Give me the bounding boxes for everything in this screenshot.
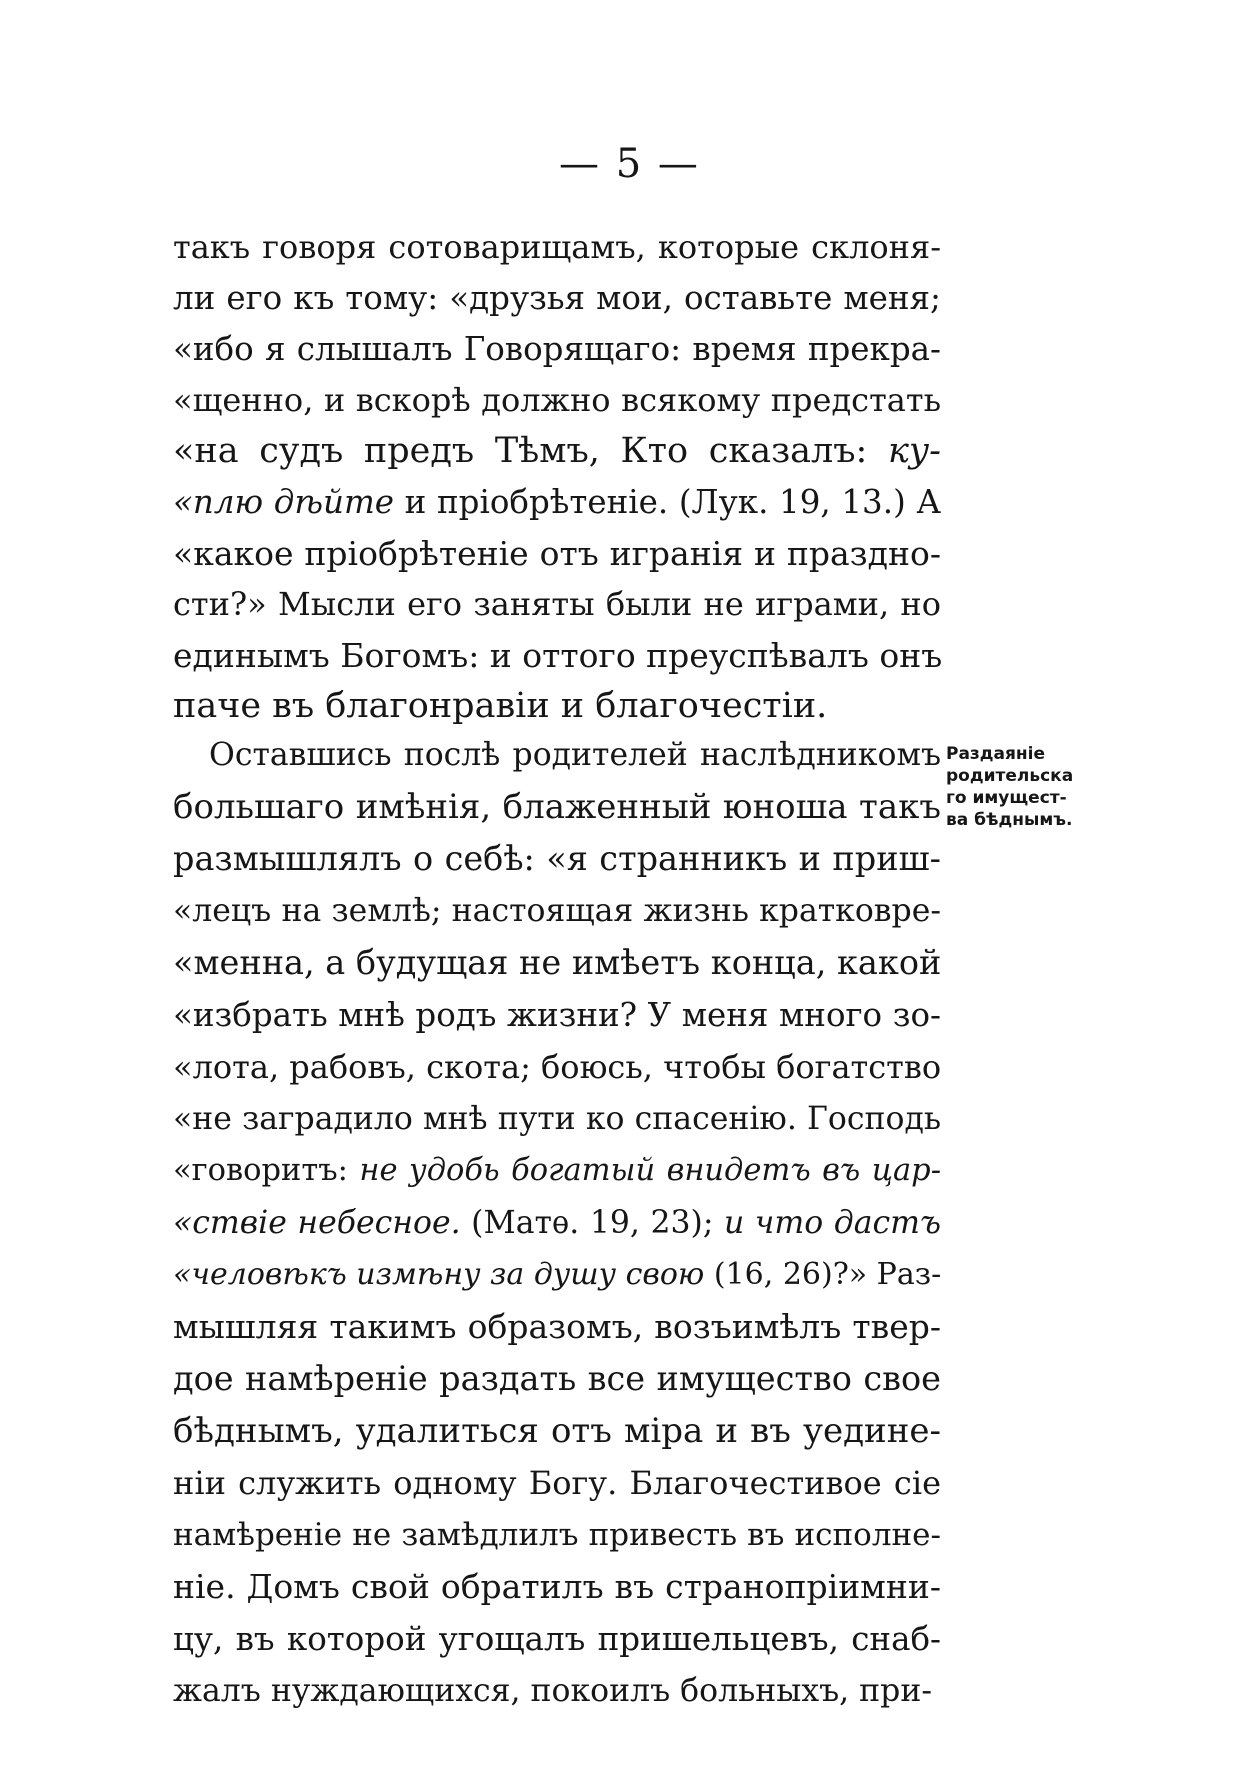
- text-segment: «говоритъ:: [173, 1153, 360, 1188]
- text-line: [173, 833, 941, 885]
- text-segment: цу, въ которой угощалъ пришельцевъ, снаб-: [173, 1620, 941, 1658]
- text-line: [173, 781, 941, 833]
- text-line: [173, 989, 941, 1041]
- paragraph-1: [173, 222, 941, 732]
- text-line: [173, 1093, 941, 1145]
- text-line: [173, 222, 941, 273]
- text-segment: (Матѳ. 19, 23);: [460, 1205, 724, 1241]
- text-line: [173, 1457, 941, 1509]
- text-segment: «щенно, и вскорѣ должно всякому предстать: [173, 381, 941, 419]
- text-segment: единымъ Богомъ: и оттого преуспѣвалъ онъ: [173, 636, 943, 675]
- text-segment: и что дастъ: [723, 1205, 942, 1241]
- text-segment: «избрать мнѣ родъ жизни? У меня много зо-: [173, 996, 941, 1034]
- text-line: [173, 273, 941, 324]
- text-line: [173, 324, 941, 375]
- text-segment: «ибо я слышалъ Говорящаго: время прекра-: [173, 330, 941, 368]
- text-segment: не удобь богатый внидетъ въ цар-: [359, 1153, 941, 1188]
- text-segment: «лецъ на землѣ; настоящая жизнь кратковре-: [173, 893, 941, 929]
- text-line: [173, 681, 941, 732]
- text-segment: «на судъ предъ Тѣмъ, Кто сказалъ:: [173, 431, 888, 471]
- text-line: [173, 426, 941, 477]
- text-line: [173, 630, 941, 681]
- text-segment: ли его къ тому: «друзья мои, оставьте меня;: [173, 279, 941, 317]
- text-segment: «не заградило мнѣ пути ко спасенію. Господь: [173, 1101, 941, 1137]
- text-segment: размышлялъ о себѣ: «я странникъ и приш-: [173, 839, 941, 878]
- text-segment: паче въ благонравіи и благочестіи.: [173, 686, 828, 726]
- text-segment: (16, 26)?» Раз-: [704, 1257, 942, 1292]
- text-segment: жалъ нуждающихся, покоилъ больныхъ, при-: [173, 1673, 932, 1709]
- text-line: [173, 1509, 941, 1561]
- text-line: [173, 1249, 941, 1301]
- text-segment: Оставшись послѣ родителей наслѣдникомъ: [209, 737, 941, 773]
- text-segment: ку-: [887, 431, 941, 471]
- margin-note-line: родительска: [946, 766, 1074, 786]
- text-segment: «какое пріобрѣтеніе отъ игранія и праздно-: [173, 534, 941, 573]
- text-line: [173, 885, 941, 937]
- text-segment: «ствіе небесное.: [173, 1205, 461, 1241]
- text-line: [173, 1405, 941, 1457]
- paragraph-2: [173, 729, 941, 1717]
- margin-note-line: го имущест-: [946, 788, 1067, 808]
- text-line: [173, 528, 941, 579]
- text-segment: ніе. Домъ свой обратилъ въ странопріимни-: [173, 1567, 941, 1606]
- text-line: [173, 579, 941, 630]
- text-segment: намѣреніе не замѣдлилъ привесть въ исполне-: [173, 1517, 941, 1553]
- text-segment: бѣднымъ, удалиться отъ міра и въ уедине-: [173, 1411, 941, 1451]
- text-line: [173, 1613, 941, 1665]
- text-line: [173, 1145, 941, 1197]
- margin-note: [946, 743, 1096, 831]
- text-line: [173, 729, 941, 781]
- text-segment: «плю дѣйте: [173, 483, 395, 521]
- text-segment: мышляя такимъ образомъ, возъимѣлъ твер-: [173, 1307, 941, 1346]
- margin-note-line: Раздаяніе: [946, 744, 1046, 764]
- margin-note-line: ва бѣднымъ.: [946, 810, 1073, 830]
- text-segment: «лота, рабовъ, скота; боюсь, чтобы богатство: [173, 1048, 942, 1086]
- page-number: — 5 —: [559, 141, 700, 187]
- text-line: [173, 937, 941, 989]
- text-segment: такъ говоря сотоварищамъ, которые склоня-: [173, 228, 941, 266]
- text-segment: ніи служить одному Богу. Благочестивое сіе: [173, 1464, 941, 1502]
- text-line: [173, 1561, 941, 1613]
- text-line: [173, 1301, 941, 1353]
- text-segment: и пріобрѣтеніе. (Лук. 19, 13.) А: [394, 483, 941, 521]
- text-segment: дое намѣреніе раздать все имущество свое: [173, 1359, 941, 1398]
- text-segment: сти?» Мысли его заняты были не играми, но: [173, 585, 941, 623]
- text-segment: «менна, а будущая не имѣетъ конца, какой: [173, 943, 942, 982]
- text-line: [173, 375, 941, 426]
- text-line: [173, 1353, 941, 1405]
- text-segment: большаго имѣнія, блаженный юноша такъ: [173, 787, 941, 827]
- text-line: [173, 1041, 941, 1093]
- text-line: [173, 1665, 941, 1717]
- text-line: [173, 1197, 941, 1249]
- text-segment: «человѣкъ измѣну за душу свою: [173, 1257, 705, 1292]
- text-line: [173, 477, 941, 528]
